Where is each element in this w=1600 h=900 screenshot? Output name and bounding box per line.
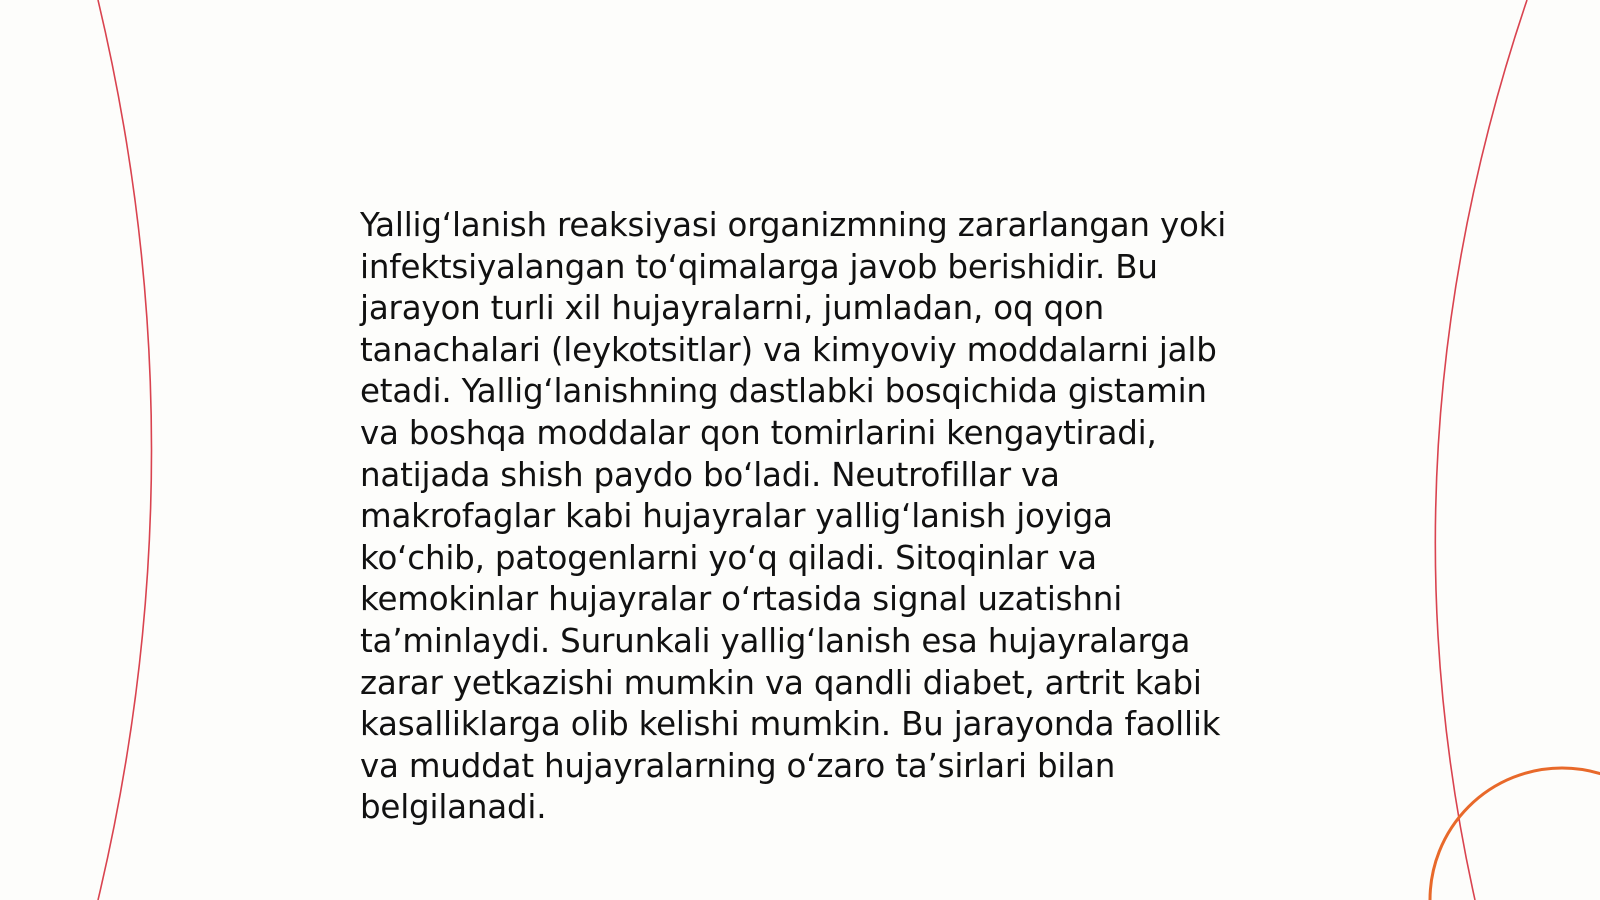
body-paragraph: Yallig‘lanish reaksiyasi organizmning zararlangan yoki infektsiyalangan to‘qimalarga javob berishidir. Bu jarayon turli xil hujayralarni, jumladan, oq qon tanachalari (leykotsitlar) va kimyoviy moddalarni jalb etadi. Yallig‘lanishning dastlabki bosqichida gistamin va boshqa moddalar qon tomirlarini kengaytiradi, natijada shish paydo bo‘ladi. Neutrofillar va makrofaglar kabi hujayralar yallig‘lanish joyiga ko‘chib, patogenlarni yo‘q qiladi. Sitoqinlar va kemokinlar hujayralar o‘rtasida signal uzatishni ta’minlaydi. Surunkali yallig‘lanish esa hujayralarga zarar yetkazishi mumkin va qandli diabet, artrit kabi kasalliklarga olib kelishi mumkin. Bu jarayonda faollik va muddat hujayralarning o‘zaro ta’sirlari bilan belgilanadi. bbox=[360, 206, 1227, 827]
left-arc-line bbox=[98, 0, 152, 900]
accent-circle bbox=[1430, 768, 1600, 900]
right-arc-line bbox=[1435, 0, 1527, 900]
